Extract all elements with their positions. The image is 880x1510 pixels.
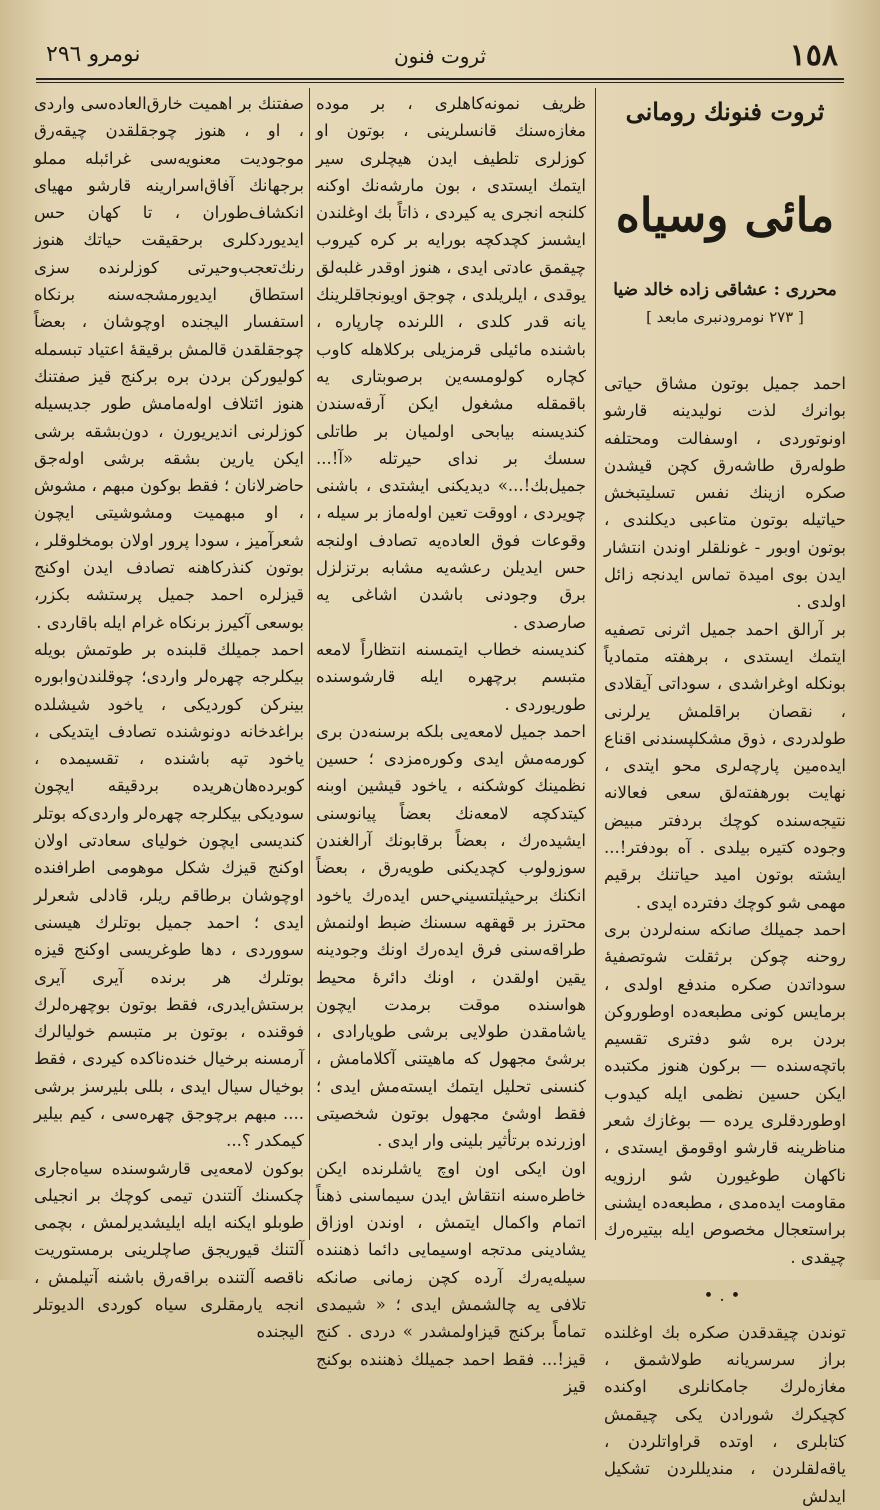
section-separator: •.• [703,1285,747,1305]
paragraph: ظريف نمونه‌كاهلرى ، بر موده مغازه‌سنك قانسلرينى ، بوتون او كوزلرى تلطيف ايدن هيچلرى سير ايتمك ايستدى ، بون مارشه‌نك اوكنه كلنجه انجرى يه كيردى ، ذاتاً بك اوغلندن ايشسز كچدكچه بورايه بر كره كيروب چيقمق عادتى ايدى ، هنوز اوقدر غلبه‌لق يوقدى ، ايلريلدى ، چوجق اويونجاقلرينك يانه قدر كلدى ، اللرنده چارپاره ، باشنده مائيلى قرمزيلى بركلاهله كاوب كچاره كولومسه‌ين برصوبتارى يه باقمقله مشغول ايكن آرقه‌سندن كنديسنه بيابحى اولميان بر طاتلى سسك بر نداى حيرتله «آ!... جميل‌بك!...» ديديكنى ايشتدى ، باشنى چويردى ، اووقت تعين اوله‌ماز بر سيله ، وقوعات فوق العاده‌يه تصادف اولنجه حس ايديلن رعشه‌يه مشابه برتزلزل برق وجودنى باشدن اشاغى يه صارصدى . [316,94,586,632]
column-left [33,90,304,1342]
column-middle [316,90,586,1396]
journal-title: ثروت فنون [393,44,487,68]
issue-number: نومرو ٢٩٦ [46,42,141,67]
page-number: ١٥٨ [789,38,838,73]
header-rule-thin [36,82,844,83]
paragraph: كنديسنه خطاب ايتمسنه انتظاراً لامعه متبسم برچهره ايله قارشوسنده طوريوردى . [316,639,586,714]
page-header [36,34,844,78]
author-byline: محررى : عشاقى زاده خالد ضيا [613,280,837,300]
paragraph: احمد جميل لامعه‌يى بلكه برسنه‌دن برى كورمه‌مش ايدى وكوره‌مزدى ؛ حسين نظمينك كوشكنه ، ياخود قيشين اوبنه كيتدكچه لامعه‌نك بعضاً پيانوسنى ايشيده‌رك ، بعضاً برقابونك آرالغندن سوزولوب كچديكنى طويه‌رق ، بعضاً انكنك برحيثيلتسيني‌حس ايده‌رك ياخود محترز بر قهقهه سسنك ضبط اولنمش طراقه‌سنى فرق ايده‌رك اونك وجودينه يقين اولقدن ، اونك دائرهٔ محيط هواسنده موقت برمدت ايچون ياشامقدن طولايى برشى طويارادى ، برشئ مجهول كه ماهيتنى آكلامامش ، كنسنى تحليل ايتمك ايسته‌مش ايدى ؛ فقط اوشئ مجهول بوتون شخصيتى اوزرنده برتأثير بلينى وار ايدى . [316,721,586,1151]
continuation-note: [ ٢٧٣ نومرودنبرى مابعد ] [646,308,804,326]
story-title: مائى وسياه [615,188,835,242]
column-right [604,90,846,1506]
paragraph: توندن چيقدقدن صكره بك اوغلنده براز سرسريانه طولاشمق ، مغازه‌لرك جامكانلرى اوكنده كچيكرك شورادن يكى چيقمش كتابلرى ، اوتده قراواتلردن ، ياقه‌لقلردن ، منديللردن تشكيل ايدلش [604,1322,846,1506]
paragraph: اون ايكى اون اوچ ياشلرنده ايكن خاطره‌سنه انتقاش ايدن سيماسنى ذهناً اتمام واكمال ايتمش ، اوندن اوزاق يشادينى مدتجه اوسيمايى دائما ذهننده سيله‌يه‌رك آرده كچن زمانى صانكه تلافى يه چالشمش ايدى ؛ « شيمدى تماماً بركنج قيزاولمشدر » دردى . كنج قيز!... فقط احمد جميلك ذهننده بوكنج قيز [316,1158,586,1396]
paragraph: بوكون لامعه‌يى قارشوسنده سياه‌جارى چكسنك آلتندن تيمى كوچك بر انجيلى طوبلو ايكنه ايله ايليشدير‌لمش ، بچمى آلتنك قيوريجق صاچلرينى برمستوريت ناقصه آلتنده براقه‌رق باشنه آتيلمش ، انجه يارمقلرى سياه كوردى الديوتلر اليجنده [34,1158,304,1342]
paragraph: احمد جميلك صانكه سنه‌لردن برى روحنه چوكن برثقلت شوتصفيه‌ٔ سوداتدن صكره مندفع اولدى ، برمايس كونى مطبعه‌ده اوطوروكن بردن بره شو دفترى تقسيم باتچه‌سنده — بركون هنوز مكتبده ايكن حسين نظمى ايله كيدوب اوطوردقلرى يرده — بوغازك شعر مناظرينه قارشو اوقومق ايستدى ، ناكهان طوغيورن شو ارزويه مقاومت ايده‌مدى ، مطبعه‌ده ايشنى براستعجال مخصوص ايله بيتيره‌رك چيقدى . [604,919,846,1267]
series-title: ثروت فنونك رومانى [625,97,825,126]
column-divider [595,88,596,1240]
column-divider [309,88,310,1240]
header-rule [36,78,844,80]
paragraph: صفتنك بر اهميت خارق‌العاده‌سى واردى ، او ، هنوز چوجقلقدن چيقه‌رق موجوديت معنويه‌سى غرائبله مملو برجهانك آفاق‌اسرارينه قارشو مهياى انكشاف‌طوران ، تا كهان حس ايديوردكلرى برحقيقت حياتك هنوز رنك‌تعجب‌وحيرتى كوزلرنده سزى استطاق ايديورمشجه‌سنه برنكاه استفسار اليجنده اوچوشان ، بعضاً چوجقلقدن قالمش برقيقهٔ اعتياد تبسمله كوليوركن بردن بره بركنج قيز صفتنك هنوز ائتلاف اوله‌مامش طور جديسيله كوزلرنى انديريورن ، دون‌بشقه برشى ايكن يارين بشقه برشى اوله‌جق حاضرلانان ؛ فقط بوكون مبهم ، مشوش ، او مبهميت ومشوشيتى ايچون شعرآميز ، سودا پرور اولان بومخلوقلر ، بوتون كنذركاهنه تصادف ايدن اوكنج قيزلره احمد جميل پرستشه بكزر، بوسعى آكيرز برنكاه غرام ايله باقاردى . [33,94,304,632]
paragraph: احمد جميلك قلبنده بر طوتمش بويله بيكلرجه چهره‌لر واردى؛ چوقلندن‌وابوره بينركن كورديكى ، ياخود شيشلده براغدخانه دونوشنده تصادف ايتديكى ، ياخود تپه باشنده ، تقسيمده ، كوبرده‌هان‌هريده بردقيقه ايچون سوديكى بيكلرجه چهره‌لر واردى‌كه بوتلر كنديسى ايچون خوليای سعادتى اولان اوكنج قيزك شكل موهومى اطرافنده اوچوشان برطاقم ريلر، قادلى شعرلر ايدى ؛ احمد جميل بوتلرك هيسنى سووردى ، دها طوغريسى اوكنج قيزه بوتلرك هر برنده آيرى آيرى برستش‌ايدرى، فقط بوتون بوچهره‌لرك فوقنده ، بوتون بر متبسم خوليالرك آرمسنه برخيال خنده‌ناكده كيردى ، فقط بوخيال سيال ايدى ، بللى بليرسز برشى .... مبهم برچوجق چهره‌سى ، كيم بيلير كيمكدر ؟... [34,639,304,1151]
paragraph: بر آرالق احمد جميل اثرنى تصفيه ايتمك ايستدى ، برهفته متمادياً بونكله اوغراشدى ، سوداتى آيقلادى ، نقصان براقلمش يرلرنى طولدردى ، ذوق مشكلپسندنى اقناع ايده‌مين پارچه‌لرى محو ايتدى ، نهايت بورهفته‌لق سعى فعالانه نتيجه‌سنده كوچك بردفتر مبيض وجوده كتيره بيلدى . آه بودفتر!... ايشته بوتون اميد حياتنك برقيم مهمى شو كوچك دفترده ايدى . [604,619,846,912]
paragraph: احمد جميل بوتون مشاق حياتى بوانرك لذت نوليدينه قارشو اونوتوردى ، اوسفالت ومحتلفه طوله‌رق طاشه‌رق كچن قيشدن صكره ازينك نفس تسليتبخش حياتيله بوتون متاعبى ديكلندى ، بوتون اوبور - غونلقلر اوندن انتشار ايدن بوى اميدة تماس ايدنجه زائل اولدى . [604,374,846,612]
